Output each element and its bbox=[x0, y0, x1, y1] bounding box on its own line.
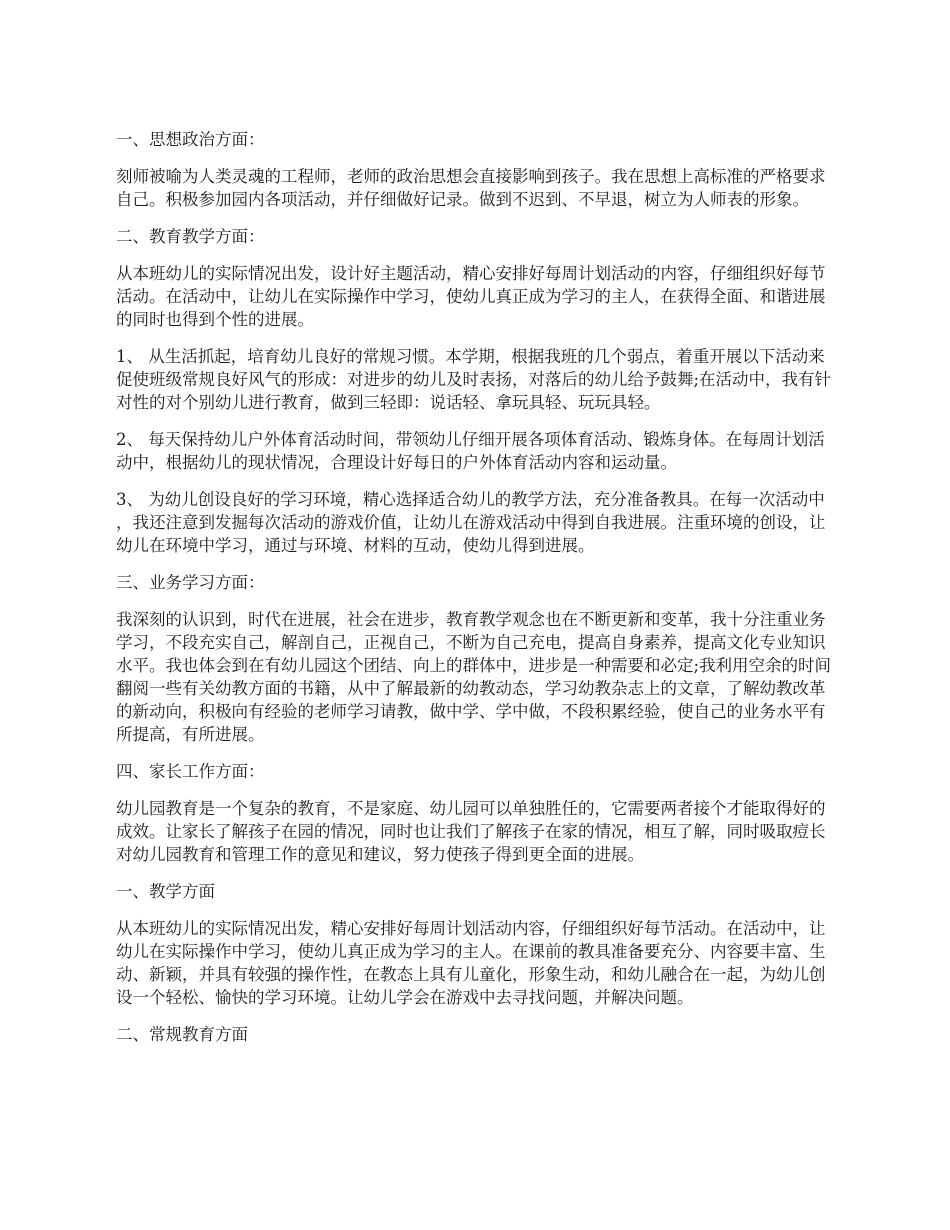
section-heading-teaching: 二、教育教学方面： bbox=[116, 227, 265, 246]
section-heading-parent-work: 四、家长工作方面： bbox=[116, 762, 265, 781]
section-heading-professional-study: 三、业务学习方面： bbox=[116, 573, 265, 592]
paragraph-teaching-item-2: 2、 每天保持幼儿户外体育活动时间，带领幼儿仔细开展各项体育活动、锻炼身体。在每周计划活动中，根据幼儿的现状情况，合理设计好每日的户外体育活动内容和运动量。 bbox=[116, 430, 825, 472]
paragraph-teaching-intro: 从本班幼儿的实际情况出发，设计好主题活动，精心安排好每周计划活动的内容，仔细组织好每节活动。在活动中，让幼儿在实际操作中学习，使幼儿真正成为学习的主人，在获得全面、和谐进展的同时也得到个性的进展。 bbox=[116, 264, 826, 329]
section-heading-politics: 一、思想政治方面： bbox=[116, 130, 265, 149]
paragraph-teaching-item-1: 1、 从生活抓起，培育幼儿良好的常规习惯。本学期，根据我班的几个弱点，着重开展以下活动来促使班级常规良好风气的形成：对进步的幼儿及时表扬，对落后的幼儿给予鼓舞;在活动中，我有针对性的对个别幼儿进行教育，做到三轻即：说话轻、拿玩具轻、玩玩具轻。 bbox=[116, 347, 832, 412]
paragraph-parent-work: 幼儿园教育是一个复杂的教育，不是家庭、幼儿园可以单独胜任的，它需要两者接个才能取得好的成效。让家长了解孩子在园的情况，同时也让我们了解孩子在家的情况，相互了解，同时吸取痘长对幼儿园教育和管理工作的意见和建议，努力使孩子得到更全面的进展。 bbox=[116, 799, 826, 864]
section-heading-instruction: 一、教学方面 bbox=[116, 882, 215, 901]
section-heading-routine-education: 二、常规教育方面 bbox=[116, 1025, 248, 1044]
paragraph-instruction: 从本班幼儿的实际情况出发，精心安排好每周计划活动内容，仔细组织好每节活动。在活动中，让幼儿在实际操作中学习，使幼儿真正成为学习的主人。在课前的教具准备要充分、内容要丰富、生动、新颖，并具有较强的操作性，在教态上具有儿童化，形象生动，和幼儿融合在一起，为幼儿创设一个轻松、愉快的学习环境。让幼儿学会在游戏中去寻找问题，并解决问题。 bbox=[116, 919, 826, 1007]
paragraph-teaching-item-3: 3、 为幼儿创设良好的学习环境，精心选择适合幼儿的教学方法，充分准备教具。在每一次活动中，我还注意到发掘每次活动的游戏价值，让幼儿在游戏活动中得到自我进展。注重环境的创设，让幼儿在环境中学习，通过与环境、材料的互动，使幼儿得到进展。 bbox=[116, 490, 826, 555]
paragraph-politics: 刻师被喻为人类灵魂的工程师，老师的政治思想会直接影响到孩子。我在思想上高标准的严格要求自己。积极参加园内各项活动，并仔细做好记录。做到不迟到、不早退，树立为人师表的形象。 bbox=[116, 167, 826, 209]
document-body bbox=[116, 128, 838, 1060]
paragraph-professional-study: 我深刻的认识到，时代在进展，社会在进步，教育教学观念也在不断更新和变革，我十分注重业务学习，不段充实自己，解剖自己，正视自己，不断为自己充电，提高自身素养，提高文化专业知识水平。我也体会到在有幼儿园这个团结、向上的群体中，进步是一种需要和必定;我利用空余的时间翻阅一些有关幼教方面的书籍，从中了解最新的幼教动态，学习幼教杂志上的文章，了解幼教改革的新动向，积极向有经验的老师学习请教，做中学、学中做，不段积累经验，使自己的业务水平有所提高，有所进展。 bbox=[116, 610, 832, 744]
